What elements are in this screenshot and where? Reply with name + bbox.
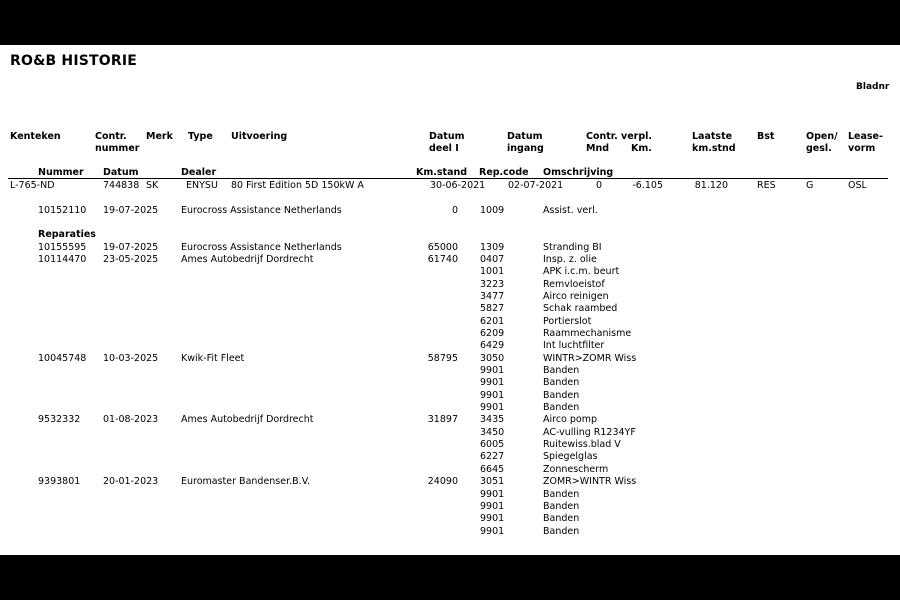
repair-code: 9901 (480, 500, 505, 512)
repair-code: 1001 (480, 266, 505, 278)
col-contr: Contr. (95, 131, 127, 142)
vehicle-km: -6.105 (632, 180, 663, 191)
assist-datum: 19-07-2025 (103, 205, 159, 216)
header-divider (8, 178, 888, 179)
repair-code: 9901 (480, 488, 505, 500)
repair-dealer: Ames Autobedrijf Dordrecht (181, 414, 314, 426)
repair-dealer: Ames Autobedrijf Dordrecht (181, 253, 314, 265)
repair-desc: Banden (543, 389, 580, 401)
repair-km: 31897 (427, 414, 458, 426)
repair-nummer: 10155595 (38, 241, 87, 253)
vehicle-datum-deel: 30-06-2021 (430, 180, 486, 191)
repair-code: 9901 (480, 525, 505, 537)
col-contr-nummer: nummer (95, 143, 140, 154)
report-page (0, 45, 900, 555)
repair-desc: Banden (543, 488, 580, 500)
repair-code: 3435 (480, 414, 505, 426)
repair-datum: 10-03-2025 (103, 352, 159, 364)
vehicle-lease: OSL (848, 180, 867, 191)
assist-km: 0 (451, 205, 458, 216)
repair-nummer: 10114470 (38, 253, 87, 265)
repair-code: 6429 (480, 340, 505, 352)
repair-code: 5827 (480, 303, 505, 315)
assist-nummer: 10152110 (38, 205, 87, 216)
col-nummer: Nummer (38, 167, 84, 178)
repair-code: 3477 (480, 290, 505, 302)
repair-dealer: Euromaster Bandenser.B.V. (181, 476, 310, 488)
page-number-label: Bladnr (856, 82, 890, 92)
col-repcode: Rep.code (479, 167, 529, 178)
repair-code: 6645 (480, 463, 505, 475)
repair-code: 9901 (480, 365, 505, 376)
repair-code: 9901 (480, 402, 505, 414)
repair-datum: 01-08-2023 (103, 414, 159, 426)
col-dealer: Dealer (181, 167, 217, 178)
repair-desc: Raammechanisme (543, 327, 632, 339)
repair-desc: Zonnescherm (543, 463, 609, 475)
repair-km: 24090 (427, 476, 458, 488)
repair-desc: Remvloeistof (543, 278, 605, 290)
col-uitvoering: Uitvoering (231, 131, 288, 142)
col-open: Open/ (806, 131, 838, 142)
col-datum-ingang: Datum (507, 131, 543, 142)
repair-desc: WINTR>ZOMR Wiss (543, 352, 637, 364)
repair-desc: Int luchtfilter (543, 340, 605, 352)
col-laatste: Laatste (692, 131, 733, 142)
vehicle-bst: RES (757, 180, 776, 191)
repair-desc: Ruitewiss.blad V (543, 439, 621, 451)
repair-datum: 20-01-2023 (103, 476, 159, 488)
repair-desc: Stranding BI (543, 241, 602, 253)
repair-code: 3223 (480, 278, 505, 290)
repair-code: 6209 (480, 327, 505, 339)
repair-desc: APK i.c.m. beurt (543, 266, 620, 278)
repair-code: 9901 (480, 389, 505, 401)
assist-desc: Assist. verl. (543, 205, 598, 216)
repair-code: 3051 (480, 476, 505, 488)
repair-code: 0407 (480, 253, 505, 265)
vehicle-merk: SK (146, 180, 159, 191)
repair-nummer: 10045748 (38, 352, 87, 364)
repair-code: 9901 (480, 377, 505, 389)
repair-desc: Insp. z. olie (543, 253, 597, 265)
repair-nummer: 9532332 (38, 414, 81, 426)
vehicle-open: G (806, 180, 814, 191)
repair-desc: Banden (543, 500, 580, 512)
repair-nummer: 9393801 (38, 476, 81, 488)
col-lease-vorm: vorm (848, 143, 876, 154)
col-kenteken: Kenteken (10, 131, 61, 142)
repair-desc: Banden (543, 402, 580, 414)
col-omschrijving: Omschrijving (543, 167, 614, 178)
repair-desc: Airco reinigen (543, 290, 609, 302)
repair-desc: ZOMR>WINTR Wiss (543, 476, 637, 488)
vehicle-laatste: 81.120 (694, 180, 728, 191)
col-merk: Merk (146, 131, 173, 142)
repair-desc: AC-vulling R1234YF (543, 426, 636, 438)
col-datum-deel-2: deel I (429, 143, 459, 154)
repair-code: 9901 (480, 513, 505, 525)
repair-km: 61740 (427, 253, 458, 265)
col-mnd: Mnd (586, 143, 610, 154)
repair-km: 58795 (427, 352, 458, 364)
repair-dealer: Eurocross Assistance Netherlands (181, 241, 342, 253)
col-km: Km. (631, 143, 652, 154)
repair-desc: Spiegelglas (543, 451, 598, 463)
col-datum-ingang-2: ingang (507, 143, 544, 154)
repair-code: 1309 (480, 241, 505, 253)
repair-code: 3050 (480, 352, 505, 364)
repair-desc: Portierslot (543, 315, 592, 327)
col-kmstand: Km.stand (416, 167, 468, 178)
vehicle-uitvoering: 80 First Edition 5D 150kW A (231, 180, 364, 191)
repair-datum: 23-05-2025 (103, 253, 159, 265)
vehicle-type: ENYSU (186, 180, 218, 191)
vehicle-contract: 744838 (103, 180, 140, 191)
repair-datum: 19-07-2025 (103, 241, 159, 253)
col-laatste-km: km.stnd (692, 143, 736, 154)
col-contr-verpl: Contr. verpl. (586, 131, 653, 142)
assist-code: 1009 (480, 205, 505, 216)
vehicle-datum-ingang: 02-07-2021 (508, 180, 564, 191)
col-type: Type (188, 131, 213, 142)
col-bst: Bst (757, 131, 775, 142)
assist-dealer: Eurocross Assistance Netherlands (181, 205, 342, 216)
repair-dealer: Kwik-Fit Fleet (181, 352, 245, 364)
repair-code: 6201 (480, 315, 505, 327)
repair-desc: Banden (543, 513, 580, 525)
repair-code: 6005 (480, 439, 505, 451)
vehicle-kenteken: L-765-ND (10, 180, 55, 191)
col-datum: Datum (103, 167, 139, 178)
vehicle-mnd: 0 (596, 180, 603, 191)
col-lease: Lease- (848, 131, 883, 142)
repair-desc: Banden (543, 525, 580, 537)
repair-desc: Schak raambed (543, 303, 618, 315)
repair-code: 6227 (480, 451, 505, 463)
col-open-gesl: gesl. (806, 143, 832, 154)
repair-desc: Airco pomp (543, 414, 598, 426)
report-title: RO&B HISTORIE (10, 53, 138, 69)
repair-km: 65000 (427, 241, 458, 253)
reparaties-label: Reparaties (38, 229, 96, 240)
col-datum-deel: Datum (429, 131, 465, 142)
repair-desc: Banden (543, 365, 580, 376)
repair-desc: Banden (543, 377, 580, 389)
repair-code: 3450 (480, 426, 505, 438)
